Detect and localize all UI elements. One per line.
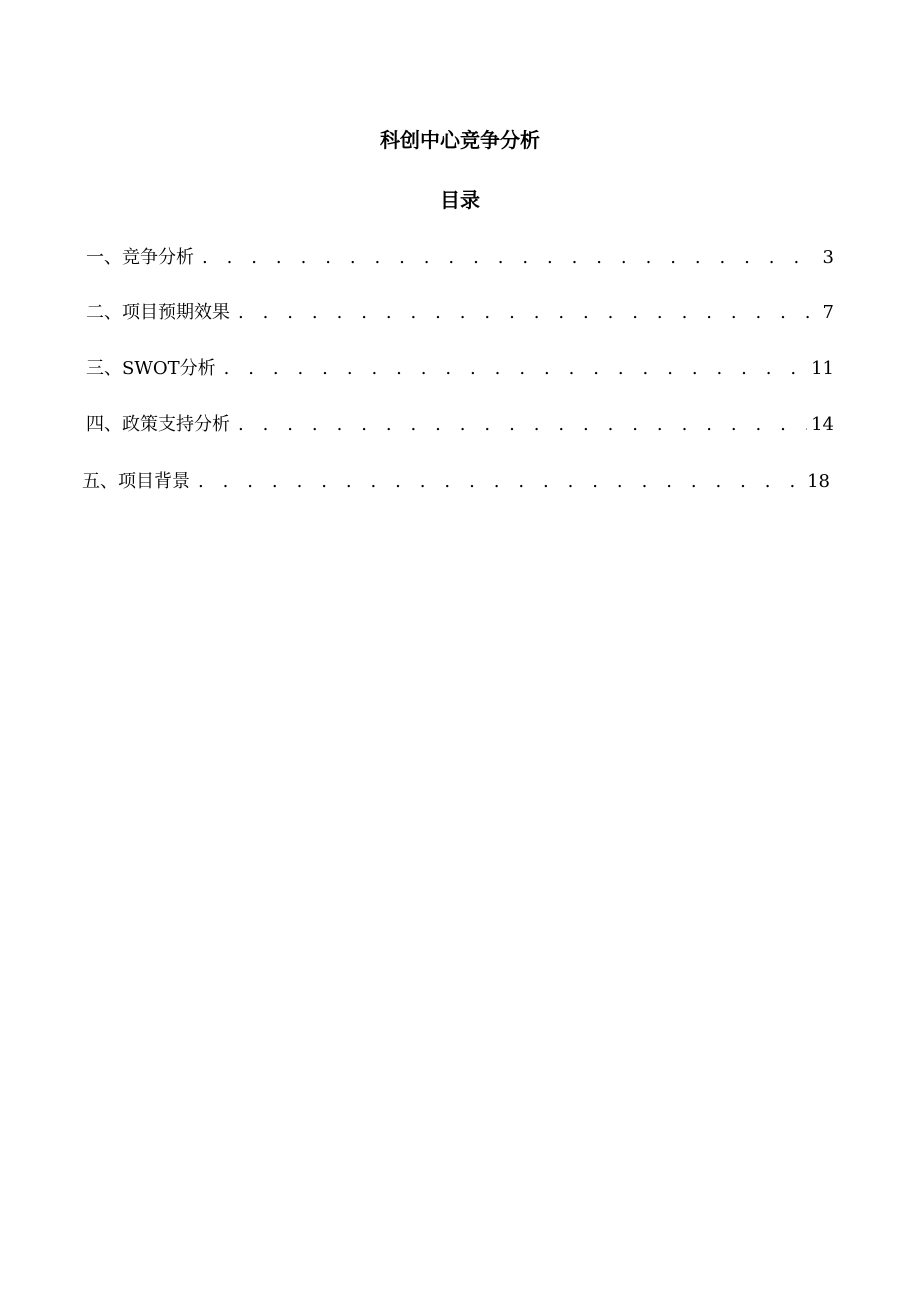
- toc-entry[interactable]: [86, 411, 834, 439]
- toc-entry-page: 11: [811, 358, 834, 379]
- toc-entry-label: 四、政策支持分析: [86, 414, 230, 435]
- toc-entry-label: 一、竞争分析: [86, 247, 194, 268]
- toc-dot-leader: [238, 411, 807, 439]
- toc-entry-page: 14: [811, 414, 834, 435]
- toc-dot-leader: [224, 355, 807, 383]
- toc-heading: 目录: [440, 188, 480, 212]
- toc-entry-page: 3: [822, 247, 834, 268]
- toc-entry-page: 18: [807, 471, 830, 492]
- toc-entry[interactable]: [86, 355, 834, 383]
- toc-entry[interactable]: [86, 299, 834, 327]
- toc-entry[interactable]: [86, 244, 834, 272]
- toc-dot-leader: [198, 468, 803, 496]
- toc-dot-leader: [202, 244, 819, 272]
- document-title: 科创中心竞争分析: [380, 128, 540, 152]
- toc-dot-leader: [238, 299, 819, 327]
- toc-entry-label: 三、SWOT分析: [86, 358, 216, 379]
- toc-entry-label: 五、项目背景: [82, 471, 190, 492]
- toc-entry[interactable]: [82, 468, 830, 496]
- toc-entry-page: 7: [822, 302, 834, 323]
- toc-entry-label: 二、项目预期效果: [86, 302, 230, 323]
